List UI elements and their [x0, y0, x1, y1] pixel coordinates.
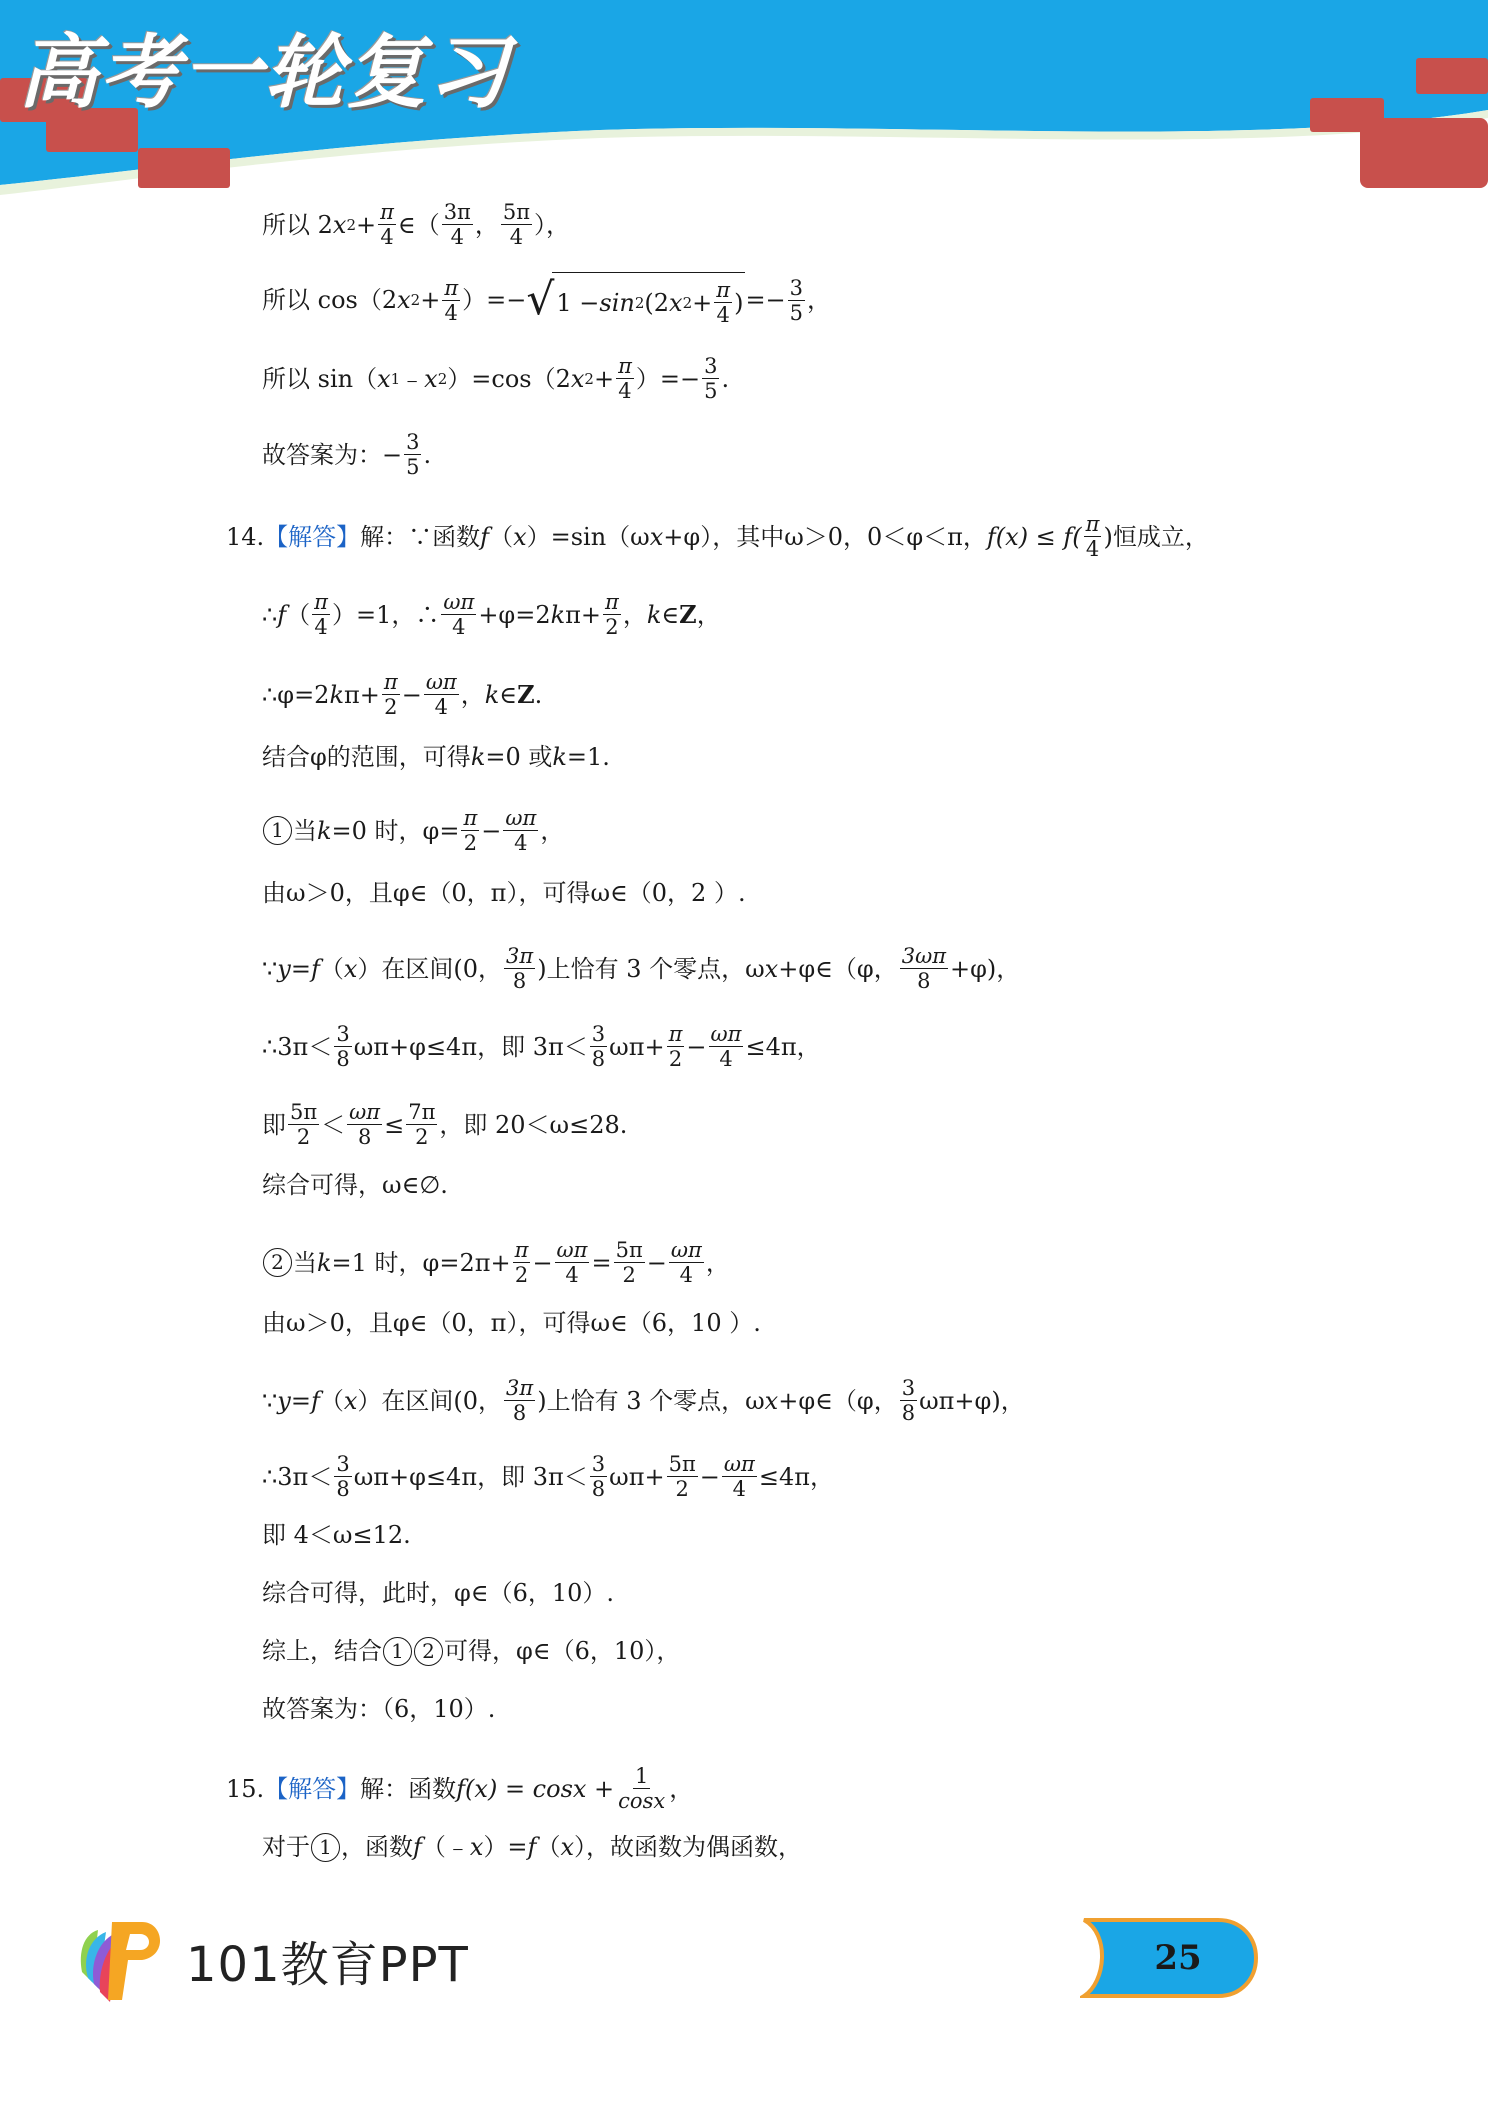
q14-line-11: 2 当 k =1 时，φ=2π+ $\frac{\pi}{2}$ − $\frac{\omega\pi}{4}$ = $\frac{5\pi}{2}$ − $\frac{\omega\pi}{4}$ ， [262, 1238, 730, 1287]
q14-line-4: 结合φ的范围，可得 k =0 或 k =1. [262, 743, 610, 771]
q14-line-10: 综合可得，ω∈∅. [262, 1171, 448, 1199]
logo-p-icon [72, 1912, 172, 2008]
q14-line-12: 由ω＞0，且φ∈（0，π），可得ω∈（6，10 ）. [262, 1309, 761, 1337]
q14-line-9: 即 5π 2 ＜ $\frac{\omega\pi}{8}$ ≤ $\frac{7\pi}{2}$ ，即 20＜ω≤28. [262, 1100, 628, 1149]
sqrt-expression: √ 1 − sin 2 (2 x 2 + $\frac{\pi}{4}$ ) [526, 274, 744, 327]
q13-line-3: 所以 sin（ x 1 ﹣ x 2 ）=cos（2 x 2 + $\frac{\pi}{4}$ ）=− $\frac{3}{5}$ . [262, 354, 730, 403]
q14-line-14: ∴3π＜ 3 8 ωπ+φ≤4π，即 3π＜ 3 8 ωπ+ $\frac{5\pi}{2}$ − $\frac{\omega\pi}{4}$ ≤4π， [262, 1452, 834, 1501]
q15-line-1: 15. 【解答】 解：函数 f(x) = cosx + $\frac{1}{\cos x}$ ， [226, 1764, 694, 1813]
q14-line-8: ∴3π＜ 3 8 ωπ+φ≤4π，即 3π＜ 3 8 ωπ+ $\frac{\pi}{2}$ − $\frac{\omega\pi}{4}$ ≤4π， [262, 1022, 821, 1071]
q14-line-2: ∴ f （ π 4 ）=1，∴ ωπ 4 +φ=2 k π+ $\frac{\pi}{2}$ ， k ∈ Z ， [262, 590, 721, 639]
q14-line-6: 由ω＞0，且φ∈（0，π），可得ω∈（0，2 ）. [262, 879, 746, 907]
header-banner [0, 0, 1488, 200]
q15-answer-label: 【解答】 [264, 1774, 361, 1803]
banner-title: 高考一轮复习 [18, 26, 510, 119]
q14-line-3: ∴φ=2 k π+ $\frac{\pi}{2}$ − $\frac{\omega\pi}{4}$ ， k ∈ Z . [262, 670, 543, 719]
q15-number: 15. [226, 1774, 265, 1803]
q14-answer-label: 【解答】 [264, 522, 361, 551]
q14-line-17: 综上，结合 1 2 可得，φ∈（6，10）， [262, 1637, 681, 1665]
q15-line-2: 对于 1 ，函数 f （﹣ x ）= f （ x ），故函数为偶函数， [262, 1833, 802, 1861]
brand-logo [72, 1912, 469, 2008]
q14-line-7: ∵ y = f （ x ）在区间(0， 3π 8 )上恰有 3 个零点，ω x +φ∈（φ， 3ωπ 8 +φ)， [262, 944, 1021, 993]
q14-line-13: ∵ y = f （ x ）在区间(0， 3π 8 )上恰有 3 个零点，ω x +φ∈（φ， 3 8 ωπ+φ)， [262, 1376, 1025, 1425]
logo-text: 101教育PPT [186, 1936, 469, 1993]
q13-line-2: 所以 cos（2 x 2 + $\frac{\pi}{4}$ ）=− √ 1 − sin 2 (2 x 2 + $\frac{\pi}{4}$ ) =− $\frac{3}{5}$ ， [262, 274, 832, 327]
q13-line-4: 故答案为：− $\frac{3}{5}$ . [262, 430, 432, 479]
q14-line-1: 14. 【解答】 解：∵函数 f （ x ）=sin（ω x +φ），其中ω＞0，0＜φ＜π， f(x) ≤ f( π 4 ) 恒成立， [226, 512, 1209, 561]
q14-line-15: 即 4＜ω≤12. [262, 1521, 411, 1549]
q14-number: 14. [226, 522, 265, 551]
q13-line-1: 所以 2 x 2 + $\frac{\pi}{4}$ ∈（ 3π 4 ， 5π 4 ）， [262, 200, 571, 249]
page-number: 25 [1154, 1938, 1202, 1978]
q14-line-18: 故答案为：（6，10）. [262, 1695, 496, 1723]
q14-line-16: 综合可得，此时，φ∈（6，10）. [262, 1579, 615, 1607]
q14-line-5: 1 当 k =0 时，φ= $\frac{\pi}{2}$ − $\frac{\omega\pi}{4}$ ， [262, 806, 564, 855]
